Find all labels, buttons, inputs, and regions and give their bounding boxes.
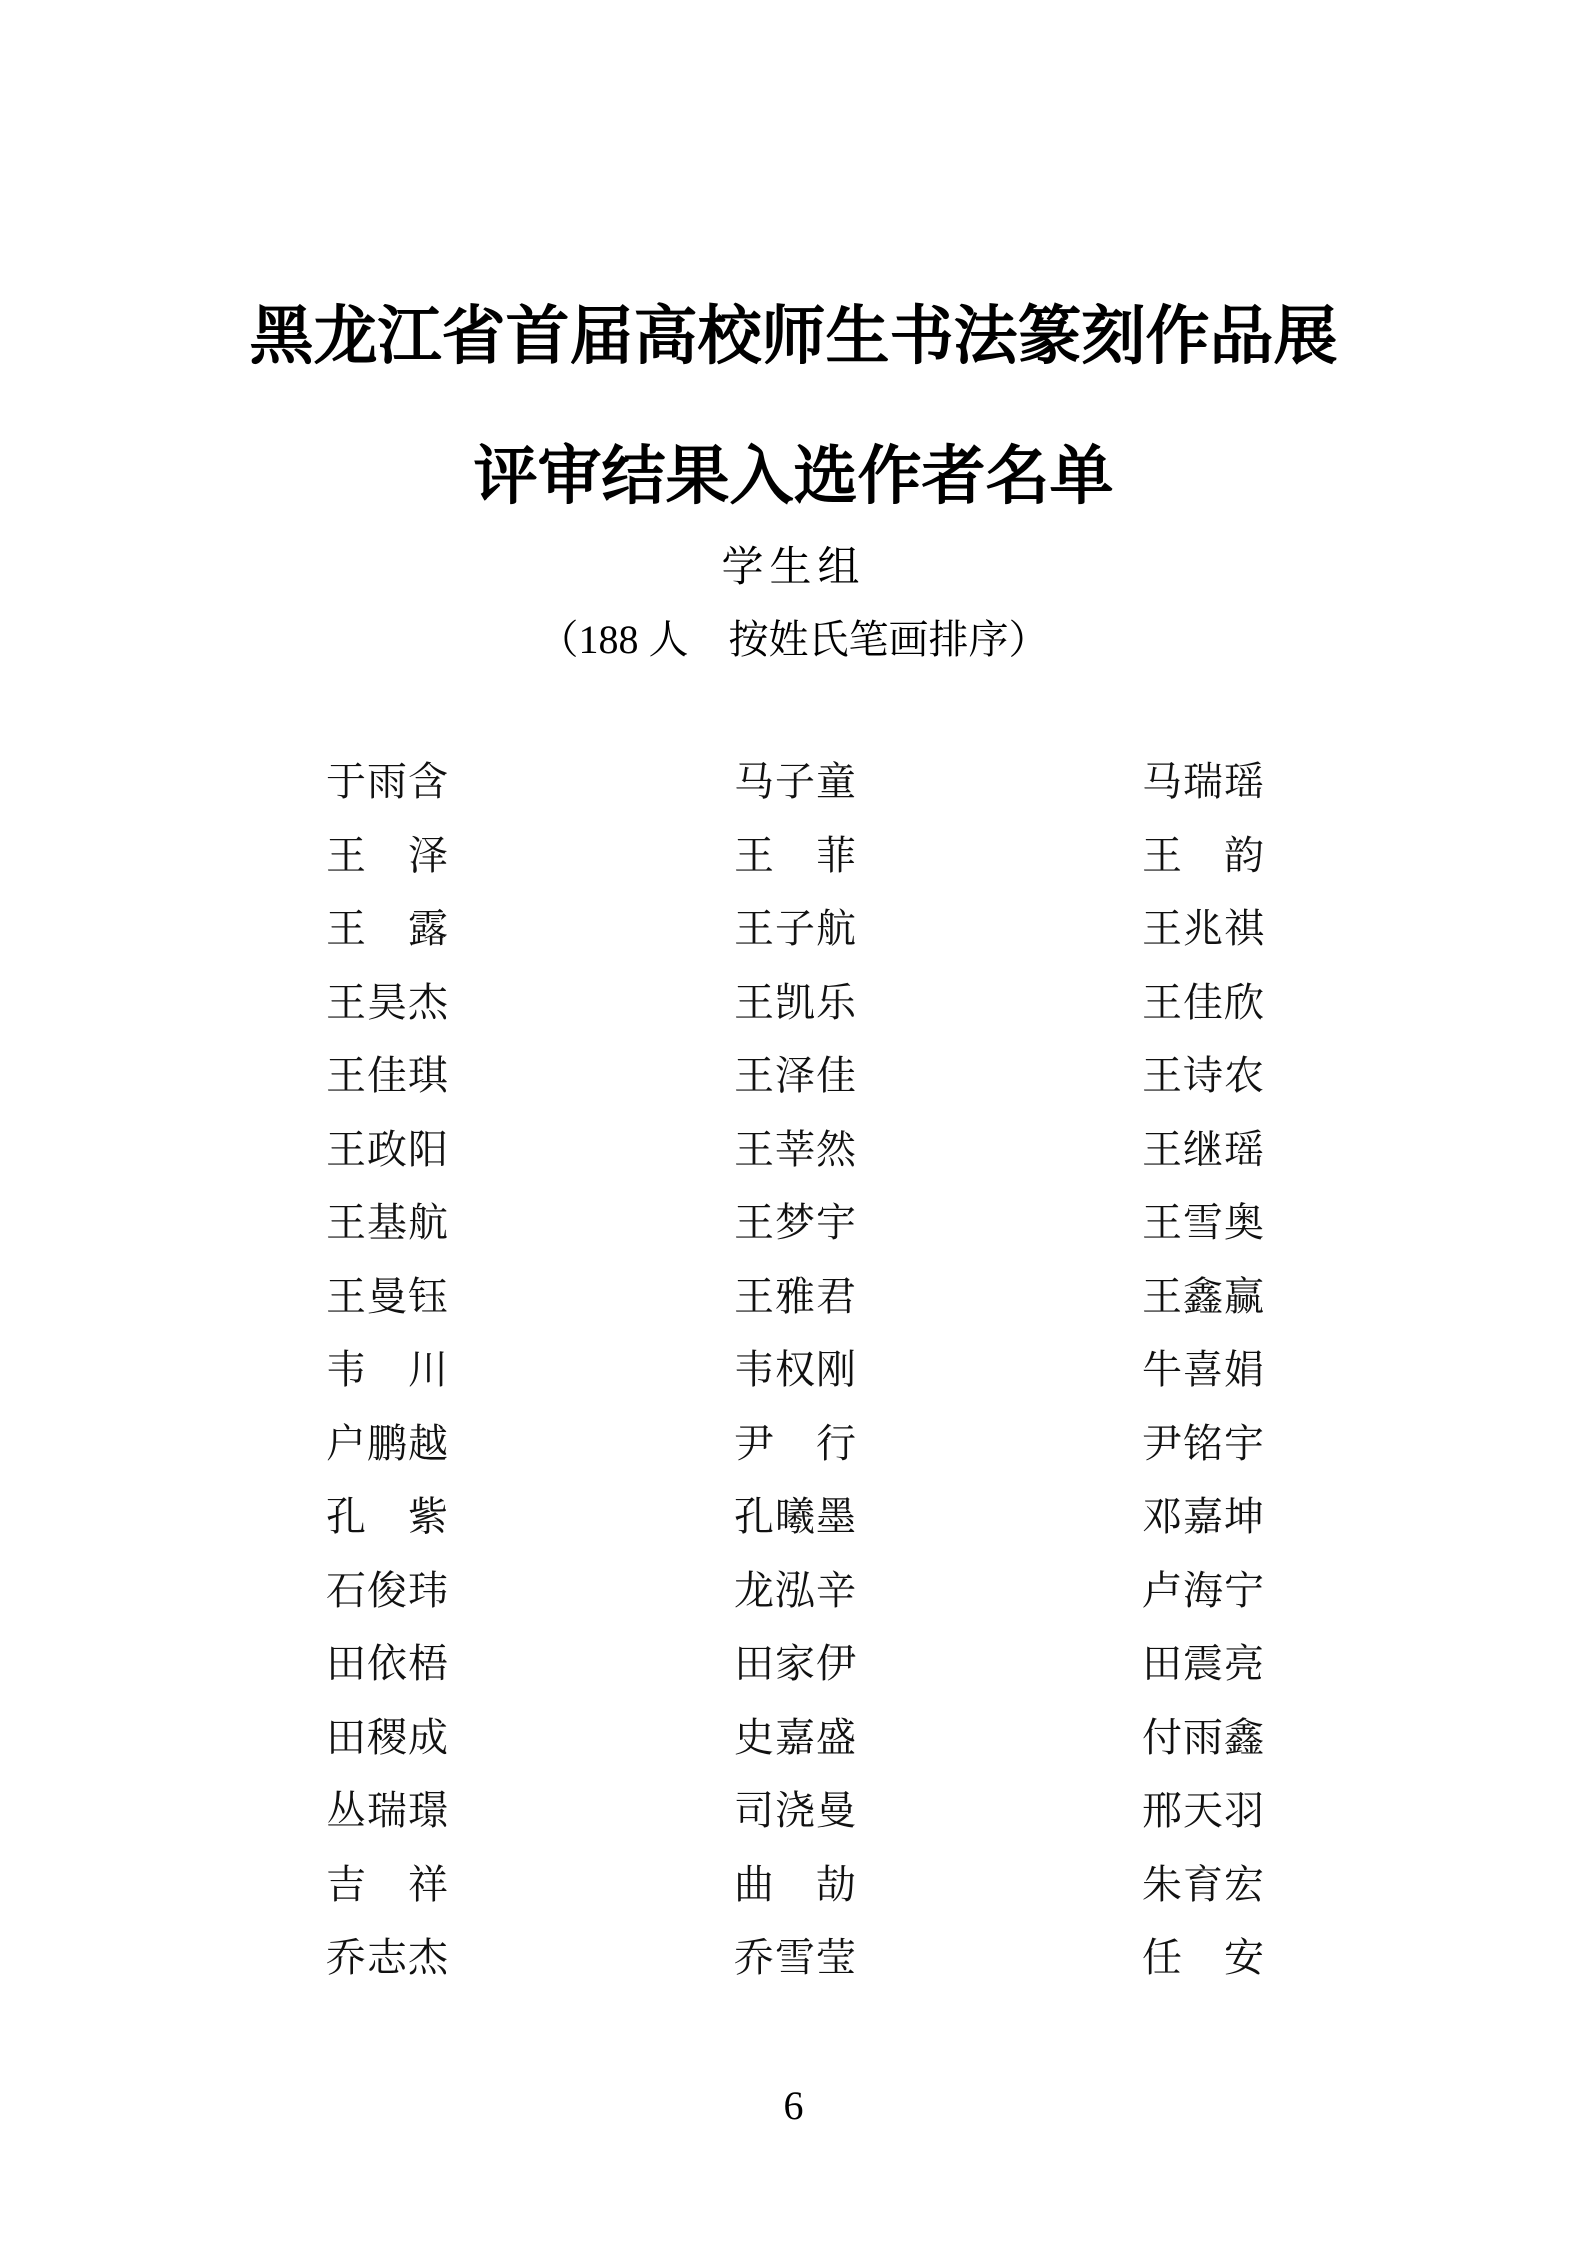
name-item: 曲劼 [734, 1861, 856, 1907]
name-item: 王政阳 [326, 1126, 448, 1172]
sort-note: （188 人 按姓氏笔画排序） [538, 617, 1049, 662]
name-item: 王泽佳 [734, 1053, 856, 1098]
name-item: 王凯乐 [734, 979, 856, 1025]
name-item: 司浇曼 [734, 1788, 856, 1833]
name-item: 孔紫 [326, 1494, 448, 1539]
name-item: 付雨鑫 [1142, 1714, 1264, 1760]
name-item: 孔曦墨 [734, 1494, 856, 1539]
name-item: 田依梧 [326, 1641, 448, 1686]
name-item: 龙泓辛 [734, 1567, 856, 1613]
name-item: 王鑫赢 [1142, 1273, 1264, 1319]
name-item: 朱育宏 [1142, 1861, 1264, 1907]
name-item: 于雨含 [326, 759, 448, 804]
name-item: 卢海宁 [1142, 1567, 1264, 1613]
group-label: 学生组 [721, 545, 866, 591]
name-item: 邓嘉坤 [1142, 1494, 1264, 1539]
name-item: 田家伊 [734, 1641, 856, 1686]
name-item: 吉祥 [326, 1861, 448, 1907]
name-item: 任安 [1142, 1935, 1264, 1980]
name-item: 丛瑞璟 [326, 1788, 448, 1833]
name-item: 乔志杰 [326, 1935, 448, 1980]
name-item: 尹行 [734, 1420, 856, 1466]
title-line-2: 评审结果入选作者名单 [473, 441, 1114, 512]
name-item: 韦权刚 [734, 1347, 856, 1392]
name-item: 王梦宇 [734, 1200, 856, 1245]
name-item: 牛喜娟 [1142, 1347, 1264, 1392]
name-item: 王佳琪 [326, 1053, 448, 1098]
name-item: 王昊杰 [326, 979, 448, 1025]
name-item: 王继瑶 [1142, 1126, 1264, 1172]
name-item: 史嘉盛 [734, 1714, 856, 1760]
name-item: 王曼钰 [326, 1273, 448, 1319]
name-item: 王基航 [326, 1200, 448, 1245]
name-item: 王雅君 [734, 1273, 856, 1319]
name-item: 王佳欣 [1142, 979, 1264, 1025]
names-list [326, 750, 1264, 2000]
name-item: 韦川 [326, 1347, 448, 1392]
name-item: 尹铭宇 [1142, 1420, 1264, 1466]
name-item: 王韵 [1142, 832, 1264, 878]
name-item: 王露 [326, 906, 448, 951]
name-item: 田震亮 [1142, 1641, 1264, 1686]
page-number: 6 [783, 2083, 804, 2128]
title-line-1: 黑龙江省首届高校师生书法篆刻作品展 [249, 301, 1338, 372]
name-item: 乔雪莹 [734, 1935, 856, 1980]
name-item: 王菲 [734, 832, 856, 878]
name-item: 马瑞瑶 [1142, 759, 1264, 804]
name-item: 王兆祺 [1142, 906, 1264, 951]
name-item: 王泽 [326, 832, 448, 878]
name-item: 田稷成 [326, 1714, 448, 1760]
name-item: 石俊玮 [326, 1567, 448, 1613]
name-item: 马子童 [734, 759, 856, 804]
document-title [0, 296, 1587, 518]
name-item: 王子航 [734, 906, 856, 951]
name-item: 王莘然 [734, 1126, 856, 1172]
name-item: 邢天羽 [1142, 1788, 1264, 1833]
name-item: 王诗农 [1142, 1053, 1264, 1098]
name-item: 王雪奥 [1142, 1200, 1264, 1245]
name-item: 户鹏越 [326, 1420, 448, 1466]
